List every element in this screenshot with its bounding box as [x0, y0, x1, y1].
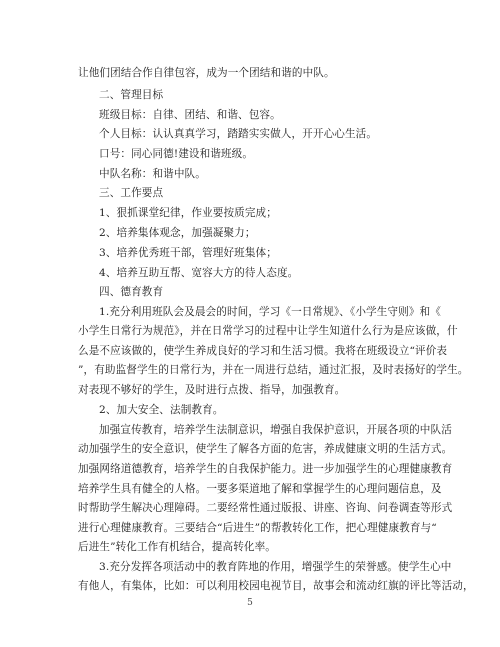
paragraph-line: 个人目标：认认真真学习，踏踏实实做人，开开心心生活。 — [99, 128, 378, 140]
list-item: 4、培养互助互帮、宽容大方的待人态度。 — [99, 267, 299, 279]
paragraph-line: 中队名称：和谐中队。 — [99, 168, 206, 180]
paragraph-line: 让他们团结合作自律包容，成为一个团结和谐的中队。 — [78, 67, 335, 79]
paragraph-line: 进行心理健康教育。三要结合“后进生”的帮教转化工作，把心理健康教育与“ — [78, 522, 437, 534]
paragraph-line: 时帮助学生解决心理障碍。二要经常性通过版报、讲座、咨询、问卷调查等形式 — [78, 502, 453, 514]
paragraph-line: 有他人，有集体，比如：可以利用校园电视节目，故事会和流动红旗的评比等活动， — [78, 580, 474, 592]
list-item: 3、培养优秀班干部，管理好班集体； — [99, 247, 277, 259]
paragraph-line: 2、加大安全、法制教育。 — [99, 404, 224, 416]
paragraph-line: 3.充分发挥各项活动中的教育阵地的作用，增强学生的荣誉感。使学生心中 — [99, 561, 452, 573]
list-item: 1、狠抓课堂纪律，作业要按质完成； — [99, 207, 277, 219]
section-heading: 二、管理目标 — [99, 89, 164, 101]
section-heading: 四、德育教育 — [99, 286, 164, 298]
paragraph-line: 后进生”转化工作有机结合，提高转化率。 — [78, 541, 277, 553]
paragraph-line: 动加强学生的安全意识，使学生了解各方面的危害，养成健康文明的生活方式。 — [78, 443, 453, 455]
paragraph-line: 口号：同心同德!建设和谐班级。 — [99, 148, 254, 160]
paragraph-line: 加强网络道德教育，培养学生的自我保护能力。进一步加强学生的心理健康教育 — [78, 463, 453, 475]
paragraph-line: 对表现不够好的学生，及时进行点拨、指导，加强教育。 — [78, 384, 346, 396]
paragraph-line: 么是不应该做的，使学生养成良好的学习和生活习惯。我将在班级设立“评价表 — [78, 345, 448, 357]
paragraph-line: 小学生日常行为规范》，并在日常学习的过程中让学生知道什么行为是应该做，什 — [78, 325, 458, 337]
list-item: 2、培养集体观念，加强凝聚力； — [99, 227, 256, 239]
section-heading: 三、工作要点 — [99, 187, 164, 199]
page-number: 5 — [247, 598, 253, 608]
paragraph-line: 1.充分利用班队会及晨会的时间，学习《一日常规》、《小学生守则》和《 — [99, 306, 441, 318]
paragraph-line: 班级目标：自律、团结、和谐、包容。 — [99, 109, 281, 121]
paragraph-line: ”，有助监督学生的日常行为，并在一周进行总结，通过汇报，及时表扬好的学生。 — [78, 364, 469, 376]
paragraph-line: 培养学生具有健全的人格。一要多渠道地了解和掌握学生的心理问题信息，及 — [78, 483, 442, 495]
paragraph-line: 加强宣传教育，培养学生法制意识，增强自我保护意识，开展各项的中队活 — [99, 424, 452, 436]
